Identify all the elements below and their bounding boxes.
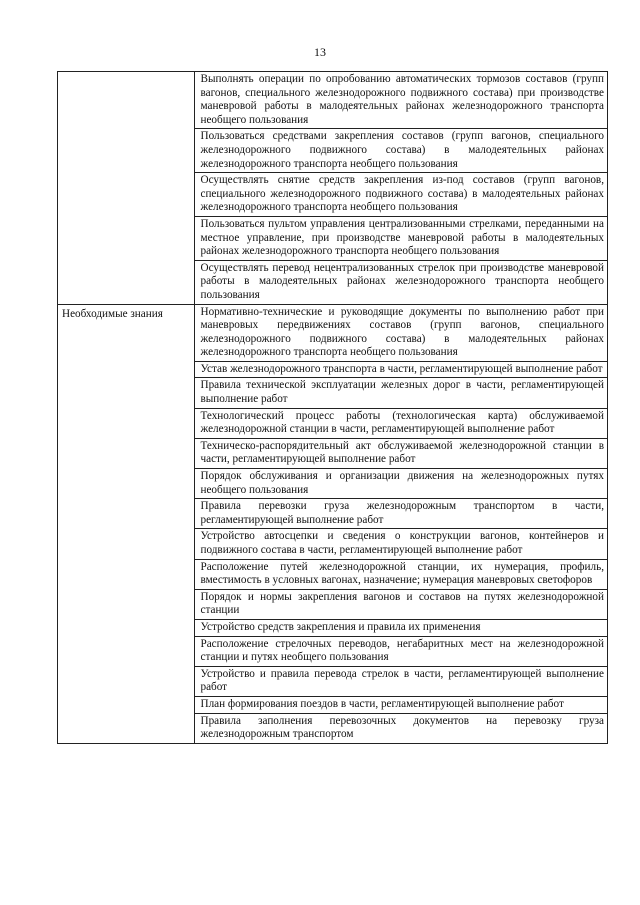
list-item: Пользоваться средствами закрепления составов (групп вагонов, специального железнодорожного подвижного состава) в малодеятельных районах железнодорожного транспорта необщего пользования <box>195 128 607 172</box>
list-item: План формирования поездов в части, регламентирующей выполнение работ <box>195 696 607 713</box>
row-label-cell <box>58 72 195 305</box>
list-item: Пользоваться пультом управления централизованными стрелками, переданными на местное управление, при производстве маневровой работы в малодеятельных районах железнодорожного транспорта необщего пользования <box>195 216 607 260</box>
list-item: Расположение путей железнодорожной станции, их нумерация, профиль, вместимость в условных вагонах, назначение; нумерация маневровых светофоров <box>195 559 607 589</box>
list-item: Осуществлять перевод нецентрализованных стрелок при производстве маневровой работы в малодеятельных районах железнодорожного транспорта необщего пользования <box>195 260 607 304</box>
row-items-cell <box>195 72 608 305</box>
list-item: Осуществлять снятие средств закрепления из-под составов (групп вагонов, специального железнодорожного подвижного состава) в малодеятельных районах железнодорожного транспорта необщего пользования <box>195 172 607 216</box>
row-label <box>58 72 194 76</box>
page-number: 13 <box>314 45 326 59</box>
row-label-cell <box>58 304 195 743</box>
list-item: Порядок обслуживания и организации движения на железнодорожных путях необщего пользования <box>195 468 607 498</box>
list-item: Выполнять операции по опробованию автоматических тормозов составов (групп вагонов, специального железнодорожного подвижного состава) при производстве маневровой работы в малодеятельных районах железнодорожного транспорта необщего пользования <box>200 73 604 126</box>
table-row <box>58 304 608 743</box>
competency-table <box>57 71 608 744</box>
row-label: Необходимые знания <box>62 307 163 320</box>
list-item: Расположение стрелочных переводов, негабаритных мест на железнодорожной станции и путях необщего пользования <box>195 636 607 666</box>
row-items-cell <box>195 304 608 743</box>
list-item: Правила технической эксплуатации железных дорог в части, регламентирующей выполнение работ <box>195 377 607 407</box>
list-item: Порядок и нормы закрепления вагонов и составов на путях железнодорожной станции <box>195 589 607 619</box>
list-item: Нормативно-технические и руководящие документы по выполнению работ при маневровых передвижениях составов (групп вагонов, специального железнодорожного подвижного состава) в малодеятельных районах железнодорожного транспорта необщего пользования <box>200 305 604 359</box>
list-item: Правила заполнения перевозочных документов на перевозку груза железнодорожным транспортом <box>195 713 607 743</box>
list-item: Устройство и правила перевода стрелок в части, регламентирующей выполнение работ <box>195 666 607 696</box>
list-item: Устройство автосцепки и сведения о конструкции вагонов, контейнеров и подвижного состава в части, регламентирующей выполнение работ <box>195 528 607 558</box>
list-item: Устав железнодорожного транспорта в части, регламентирующей выполнение работ <box>195 361 607 378</box>
list-item: Устройство средств закрепления и правила их применения <box>195 619 607 636</box>
table-row <box>58 72 608 305</box>
list-item: Технологический процесс работы (технологическая карта) обслуживаемой железнодорожной станции в части, регламентирующей выполнение работ <box>195 408 607 438</box>
list-item: Техническо-распорядительный акт обслуживаемой железнодорожной станции в части, регламентирующей выполнение работ <box>195 438 607 468</box>
list-item: Правила перевозки груза железнодорожным транспортом в части, регламентирующей выполнение работ <box>195 498 607 528</box>
